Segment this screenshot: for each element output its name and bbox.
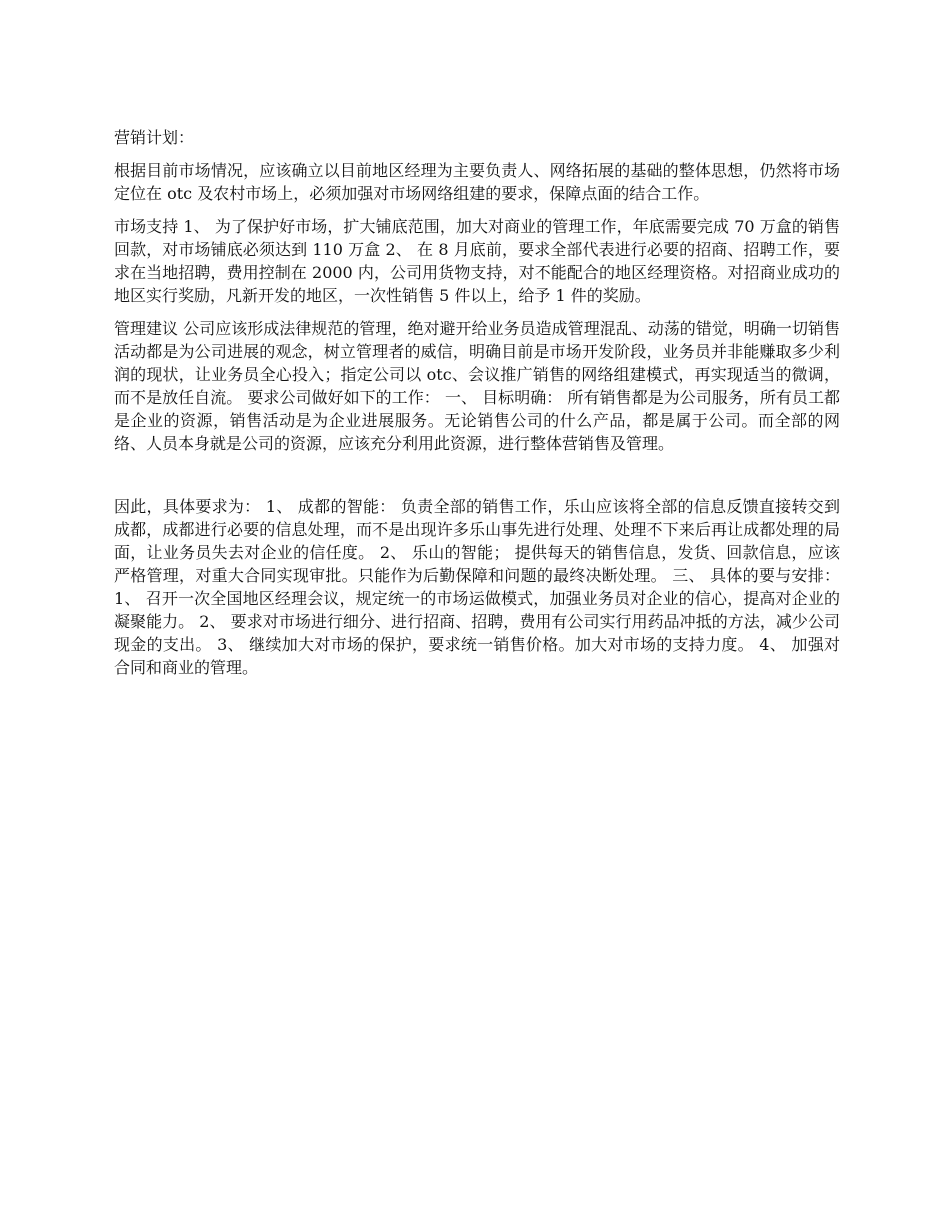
document-body <box>114 126 840 689</box>
paragraph-management-advice: 管理建议 公司应该形成法律规范的管理，绝对避开给业务员造成管理混乱、动荡的错觉，明确一切销售活动都是为公司进展的观念，树立管理者的威信，明确目前是市场开发阶段，业务员并非能赚取多少利润的现状，让业务员全心投入；指定公司以 otc、会议推广销售的网络组建模式，再实现适当的微调，而不是放任自流。 要求公司做好如下的工作： 一、 目标明确： 所有销售都是为公司服务，所有员工都是企业的资源，销售活动是为企业进展服务。无论销售公司的什么产品，都是属于公司。而全部的网络、人员本身就是公司的资源，应该充分利用此资源，进行整体营销售及管理。 <box>114 319 840 453</box>
paragraph-specific-requirements: 因此，具体要求为： 1、 成都的智能： 负责全部的销售工作，乐山应该将全部的信息反馈直接转交到成都，成都进行必要的信息处理，而不是出现许多乐山事先进行处理、处理不下来后再让成都处理的局面，让业务员失去对企业的信任度。 2、 乐山的智能； 提供每天的销售信息，发货、回款信息，应该严格管理，对重大合同实现审批。只能作为后勤保障和问题的最终决断处理。 三、 具体的要与安排： 1、 召开一次全国地区经理会议，规定统一的市场运做模式，加强业务员对企业的信心，提高对企业的凝聚能力。 2、 要求对市场进行细分、进行招商、招聘，费用有公司实行用药品冲抵的方法，减少公司现金的支出。 3、 继续加大对市场的保护，要求统一销售价格。加大对市场的支持力度。 4、 加强对合同和商业的管理。 <box>114 497 840 677</box>
paragraph-strategy: 根据目前市场情况，应该确立以目前地区经理为主要负责人、网络拓展的基础的整体思想，仍然将市场定位在 otc 及农村市场上，必须加强对市场网络组建的要求，保障点面的结合工作。 <box>114 161 840 203</box>
document-title: 营销计划： <box>114 128 195 147</box>
paragraph-market-support: 市场支持 1、 为了保护好市场，扩大铺底范围，加大对商业的管理工作，年底需要完成 70 万盒的销售回款，对市场铺底必须达到 110 万盒 2、 在 8 月底前，要求全部代表进行必要的招商、招聘工作，要求在当地招聘，费用控制在 2000 内，公司用货物支持，对不能配合的地区经理资格。对招商业成功的地区实行奖励，凡新开发的地区，一次性销售 5 件以上，给予 1 件的奖励。 <box>114 217 840 305</box>
